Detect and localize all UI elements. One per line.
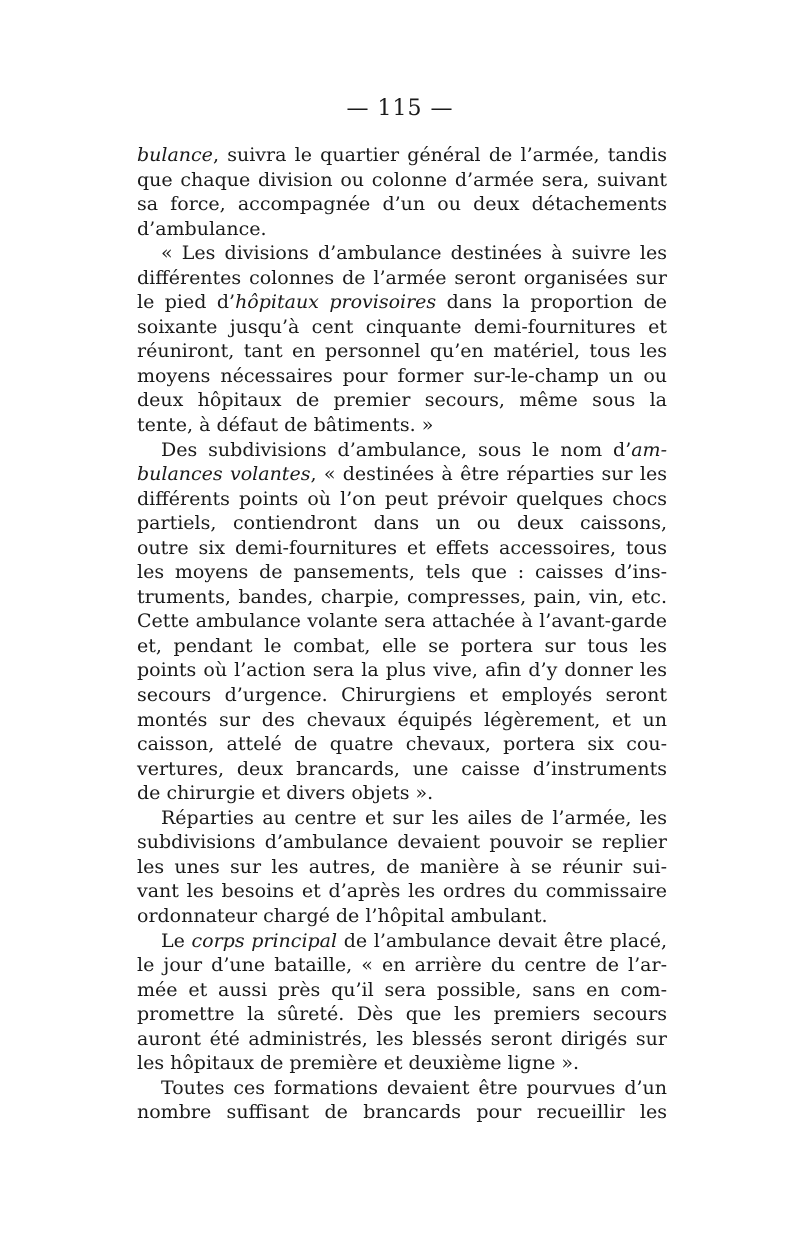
text-line bbox=[137, 536, 667, 561]
text-line bbox=[137, 462, 667, 487]
text-line bbox=[137, 413, 667, 438]
text-line bbox=[137, 609, 667, 634]
text-segment: sa force, accompagnée d’un ou deux détachements bbox=[137, 193, 667, 216]
body-text bbox=[137, 143, 667, 1125]
text-segment: que chaque division ou colonne d’armée sera, suivant bbox=[137, 168, 667, 191]
text-segment: les hôpitaux de première et deuxième ligne ». bbox=[137, 1052, 580, 1075]
text-line bbox=[137, 388, 667, 413]
text-segment: soixante jusqu’à cent cinquante demi-fournitures et bbox=[137, 315, 667, 338]
text-segment: promettre la sûreté. Dès que les premiers secours bbox=[137, 1003, 667, 1026]
text-segment: dans la proportion de bbox=[436, 291, 668, 314]
text-segment: secours d’urgence. Chirurgiens et employés seront bbox=[137, 684, 667, 707]
text-segment: et, pendant le combat, elle se portera sur tous les bbox=[137, 634, 667, 657]
text-line bbox=[137, 339, 667, 364]
text-line bbox=[137, 1100, 667, 1125]
text-line bbox=[137, 1051, 667, 1076]
text-line bbox=[137, 855, 667, 880]
text-segment: Réparties au centre et sur les ailes de l’armée, les bbox=[161, 806, 667, 829]
text-segment: différentes colonnes de l’armée seront organisées sur bbox=[137, 266, 667, 289]
text-line bbox=[137, 1027, 667, 1052]
text-line bbox=[137, 781, 667, 806]
italic-text: hôpitaux provisoires bbox=[235, 291, 437, 314]
italic-text: bulances volantes bbox=[137, 463, 311, 486]
text-line bbox=[137, 1076, 667, 1101]
text-segment: ordonnateur chargé de l’hôpital ambulant. bbox=[137, 904, 548, 927]
text-segment: vertures, deux brancards, une caisse d’instruments bbox=[137, 757, 667, 780]
text-segment: d’ambulance. bbox=[137, 217, 267, 240]
text-line bbox=[137, 487, 667, 512]
text-segment: « Les divisions d’ambulance destinées à suivre les bbox=[161, 242, 667, 265]
text-segment: truments, bandes, charpie, compresses, pain, vin, etc. bbox=[137, 585, 667, 608]
text-line bbox=[137, 364, 667, 389]
text-line bbox=[137, 511, 667, 536]
italic-text: bulance bbox=[137, 144, 213, 166]
text-line bbox=[137, 978, 667, 1003]
text-line bbox=[137, 438, 667, 463]
text-segment: le jour d’une bataille, « en arrière du centre de l’ar- bbox=[137, 954, 667, 977]
text-line bbox=[137, 732, 667, 757]
text-line bbox=[137, 585, 667, 610]
text-segment: différents points où l’on peut prévoir quelques chocs bbox=[137, 487, 667, 510]
italic-text: am- bbox=[631, 438, 667, 461]
text-line bbox=[137, 929, 667, 954]
text-line bbox=[137, 217, 667, 242]
text-line bbox=[137, 1002, 667, 1027]
text-segment: outre six demi-fournitures et effets accessoires, tous bbox=[137, 536, 667, 559]
text-line bbox=[137, 953, 667, 978]
text-segment: deux hôpitaux de premier secours, même sous la bbox=[137, 389, 667, 412]
text-line bbox=[137, 708, 667, 733]
text-line bbox=[137, 290, 667, 315]
text-segment: les moyens de pansements, tels que : caisses d’ins- bbox=[137, 561, 667, 584]
italic-text: corps principal bbox=[191, 929, 338, 952]
text-segment: mée et aussi près qu’il sera possible, sans en com- bbox=[137, 978, 667, 1001]
text-segment: moyens nécessaires pour former sur-le-champ un ou bbox=[137, 364, 667, 387]
text-segment: partiels, contiendront dans un ou deux caissons, bbox=[137, 512, 667, 535]
text-line bbox=[137, 168, 667, 193]
text-line bbox=[137, 830, 667, 855]
text-segment: montés sur des chevaux équipés légèrement, et un bbox=[137, 708, 667, 731]
text-segment: , suivra le quartier général de l’armée, tandis bbox=[212, 144, 667, 166]
text-segment: caisson, attelé de quatre chevaux, portera six cou- bbox=[137, 733, 667, 756]
text-segment: Cette ambulance volante sera attachée à l’avant-garde bbox=[137, 610, 667, 633]
page-number: — 115 — bbox=[346, 96, 454, 121]
text-line bbox=[137, 806, 667, 831]
text-line bbox=[137, 241, 667, 266]
text-line bbox=[137, 757, 667, 782]
text-line bbox=[137, 904, 667, 929]
text-segment: les unes sur les autres, de manière à se réunir sui- bbox=[137, 855, 667, 878]
text-line bbox=[137, 315, 667, 340]
text-segment: de l’ambulance devait être placé, bbox=[337, 929, 667, 952]
text-line bbox=[137, 879, 667, 904]
text-line bbox=[137, 266, 667, 291]
text-segment: le pied d’ bbox=[137, 291, 236, 314]
text-line bbox=[137, 634, 667, 659]
text-line bbox=[137, 560, 667, 585]
text-segment: auront été administrés, les blessés seront dirigés sur bbox=[137, 1027, 667, 1050]
text-segment: nombre suffisant de brancards pour recueillir les bbox=[137, 1101, 667, 1124]
text-segment: Des subdivisions d’ambulance, sous le nom d’ bbox=[161, 438, 632, 461]
text-segment: subdivisions d’ambulance devaient pouvoir se replier bbox=[137, 831, 667, 854]
text-segment: Toutes ces formations devaient être pourvues d’un bbox=[161, 1076, 667, 1099]
text-segment: Le bbox=[161, 929, 192, 952]
text-segment: réuniront, tant en personnel qu’en matériel, tous les bbox=[137, 340, 667, 363]
text-line bbox=[137, 658, 667, 683]
text-line bbox=[137, 683, 667, 708]
text-segment: tente, à défaut de bâtiments. » bbox=[137, 414, 434, 437]
text-segment: , « destinées à être réparties sur les bbox=[310, 463, 667, 486]
text-segment: points où l’action sera la plus vive, afin d’y donner les bbox=[137, 659, 667, 682]
text-line bbox=[137, 192, 667, 217]
text-line bbox=[137, 143, 667, 168]
text-segment: vant les besoins et d’après les ordres du commissaire bbox=[137, 880, 667, 903]
text-segment: de chirurgie et divers objets ». bbox=[137, 782, 434, 805]
